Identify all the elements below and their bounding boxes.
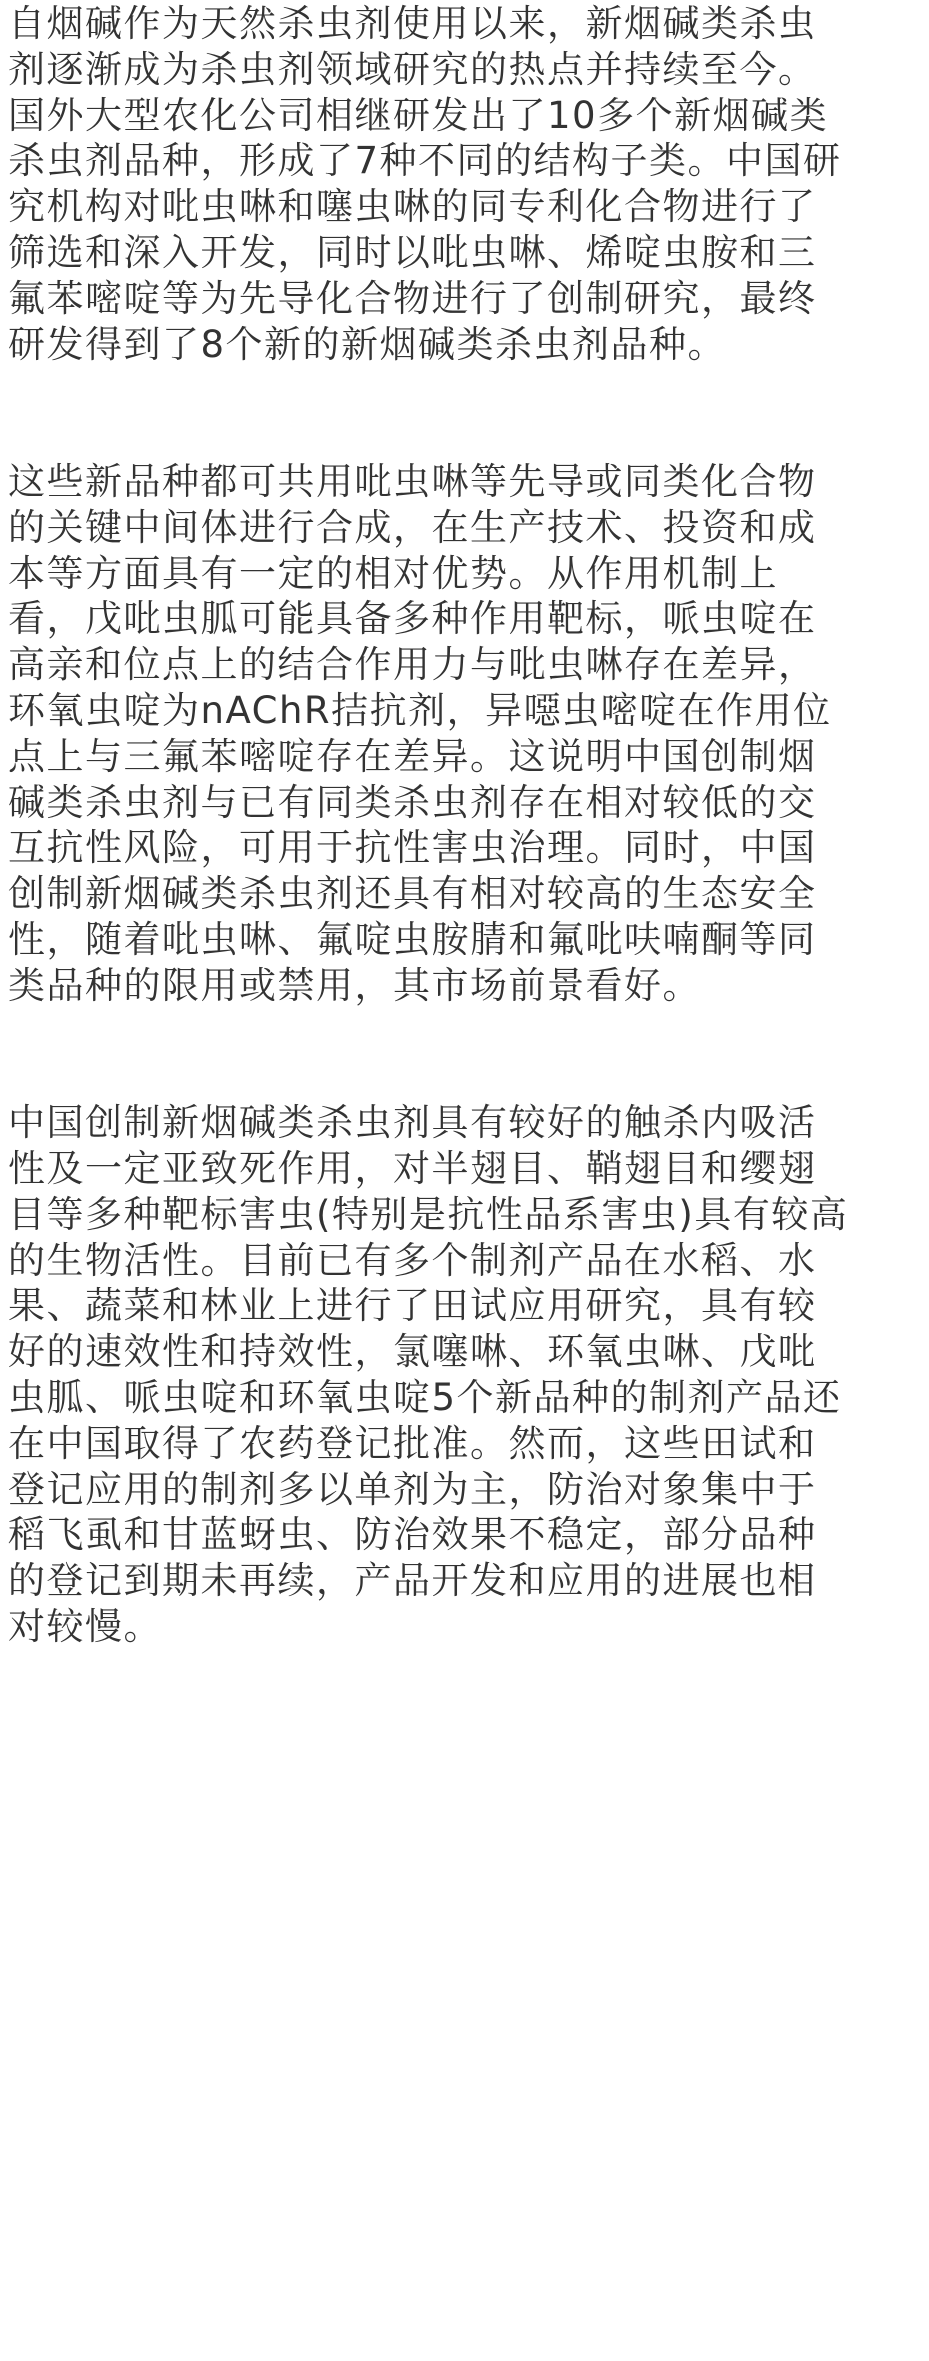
text-line: 稻飞虱和甘蓝蚜虫、防治效果不稳定，部分品种 (8, 1513, 817, 1557)
text-line: 创制新烟碱类杀虫剂还具有相对较高的生态安全 (8, 872, 817, 916)
text-line: 高亲和位点上的结合作用力与吡虫啉存在差异， (8, 643, 817, 687)
text-line: 登记应用的制剂多以单剂为主，防治对象集中于 (8, 1467, 817, 1511)
paragraph-spacer (8, 1009, 925, 1101)
text-line: 在中国取得了农药登记批准。然而，这些田试和 (8, 1421, 817, 1465)
text-line: 筛选和深入开发，同时以吡虫啉、烯啶虫胺和三 (8, 230, 817, 274)
paragraph-applications (8, 1100, 925, 1650)
text-line: 研发得到了8个新的新烟碱类杀虫剂品种。 (8, 322, 727, 366)
text-line: 剂逐渐成为杀虫剂领域研究的热点并持续至今。 (8, 47, 817, 91)
text-line: 果、蔬菜和林业上进行了田试应用研究，具有较 (8, 1284, 817, 1328)
text-line: 氟苯嘧啶等为先导化合物进行了创制研究，最终 (8, 276, 817, 320)
text-line: 目等多种靶标害虫(特别是抗性品系害虫)具有较高 (8, 1192, 849, 1236)
text-line: 自烟碱作为天然杀虫剂使用以来，新烟碱类杀虫 (8, 2, 817, 45)
text-line: 国外大型农化公司相继研发出了10多个新烟碱类 (8, 93, 829, 137)
text-line: 究机构对吡虫啉和噻虫啉的同专利化合物进行了 (8, 185, 817, 229)
text-line: 性及一定亚致死作用，对半翅目、鞘翅目和缨翅 (8, 1146, 817, 1190)
text-line: 中国创制新烟碱类杀虫剂具有较好的触杀内吸活 (8, 1101, 817, 1145)
text-line: 的登记到期未再续，产品开发和应用的进展也相 (8, 1559, 817, 1603)
text-line: 这些新品种都可共用吡虫啉等先导或同类化合物 (8, 459, 817, 503)
text-line: 的生物活性。目前已有多个制剂产品在水稻、水 (8, 1238, 817, 1282)
text-line: 本等方面具有一定的相对优势。从作用机制上 (8, 551, 778, 595)
text-line: 对较慢。 (8, 1604, 162, 1648)
text-line: 的关键中间体进行合成，在生产技术、投资和成 (8, 505, 817, 549)
text-line: 环氧虫啶为nAChR拮抗剂，异噁虫嘧啶在作用位 (8, 688, 832, 732)
text-line: 性，随着吡虫啉、氟啶虫胺腈和氟吡呋喃酮等同 (8, 917, 817, 961)
text-line: 看，戊吡虫胍可能具备多种作用靶标，哌虫啶在 (8, 597, 817, 641)
article-body (8, 0, 925, 1650)
text-line: 杀虫剂品种，形成了7种不同的结构子类。中国研 (8, 139, 842, 183)
text-line: 虫胍、哌虫啶和环氧虫啶5个新品种的制剂产品还 (8, 1375, 842, 1419)
text-line: 碱类杀虫剂与已有同类杀虫剂存在相对较低的交 (8, 780, 817, 824)
text-line: 好的速效性和持效性，氯噻啉、环氧虫啉、戊吡 (8, 1330, 817, 1374)
text-line: 互抗性风险，可用于抗性害虫治理。同时，中国 (8, 826, 817, 870)
paragraph-spacer (8, 367, 925, 459)
text-line: 类品种的限用或禁用，其市场前景看好。 (8, 963, 701, 1007)
paragraph-advantages (8, 459, 925, 1009)
paragraph-intro (8, 0, 925, 367)
text-line: 点上与三氟苯嘧啶存在差异。这说明中国创制烟 (8, 734, 817, 778)
